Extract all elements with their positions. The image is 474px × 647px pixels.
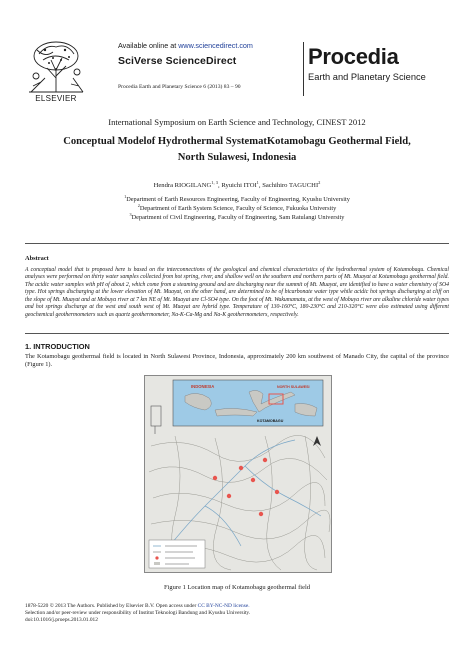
- affiliation-2-text: Department of Earth System Science, Faculty of Science, Fukuoka University: [139, 205, 337, 213]
- abstract-heading: Abstract: [25, 255, 49, 262]
- peer-review-line: Selection and/or peer-review under responsibility of Institut Teknologi Bandung and Kyushu University.: [25, 610, 251, 617]
- affiliation-1-text: Department of Earth Resources Engineering, Faculty of Engineering, Kyushu University: [126, 196, 350, 204]
- sciencedirect-link[interactable]: www.sciencedirect.com: [178, 41, 253, 50]
- inset-label-region: NORTH SULAWESI: [277, 385, 310, 389]
- author-list: [0, 180, 474, 189]
- inset-label-city: KOTAMOBAGU: [257, 419, 284, 423]
- inset-label-country: INDONESIA: [191, 384, 215, 389]
- journal-brand-title: Procedia: [308, 44, 399, 69]
- location-map-graphic: [145, 376, 331, 572]
- availability-line: [118, 41, 253, 50]
- affiliation-3-text: Department of Civil Engineering, Faculty of Engineering, Sam Ratulangi University: [131, 214, 345, 222]
- article-footer: [25, 603, 449, 625]
- journal-brand-subtitle: Earth and Planetary Science: [308, 72, 426, 82]
- affiliation-2-num: 2: [137, 203, 140, 208]
- author-2-affil: 1: [256, 180, 259, 185]
- author-3: , Sachihiro TAGUCHI: [258, 182, 319, 190]
- affiliation-1-num: 1: [124, 194, 127, 199]
- location-map-figure: [144, 375, 332, 573]
- indonesia-inset-map: [173, 380, 323, 426]
- introduction-paragraph: The Kotamobagu geothermal field is located in North Sulawesi Province, Indonesia, approximately 200 km southwest of Manado City, the capital of the province (Figure 1).: [25, 353, 449, 368]
- affiliation-2: [0, 203, 474, 212]
- affiliation-3-num: 3: [129, 212, 132, 217]
- doi-line: doi:10.1016/j.proeps.2013.01.012: [25, 617, 98, 624]
- journal-citation: Procedia Earth and Planetary Science 6 (2013) 83 – 90: [118, 84, 241, 90]
- affiliation-3: [0, 212, 474, 221]
- symposium-line: International Symposium on Earth Science and Technology, CINEST 2012: [108, 117, 366, 127]
- author-3-affil: 2: [318, 180, 321, 185]
- author-1-affil: 1, 3: [211, 180, 219, 185]
- paper-title-line-1: Conceptual Modelof Hydrothermal SystematKotamobagu Geothermal Field,: [63, 136, 411, 147]
- abstract-body: A conceptual model that is proposed here is based on the interconnections of the geological and chemical characteristics of the hydrothermal system of Kotamobagu. Chemical analyses were performed on thirty water samples collected from hot spring, river, and shallow well on the southern and northern parts of Mt. Muayat at Kotamobagu geothermal field. The acidic water samples with pH of about 2, which come from a steaming ground and are discharging near the summit of Mt. Muayat, are identified to have a water chemistry of SO4 type. Hot springs discharging at the lower elevation of Mt. Muayat, on the other hand, are determined to be of bicarbonate water type while acidic hot springs discharging at cliff on the slope of Mt. Muayat and at Mobuya river at 7 km NE of Mt. Muayat are Cl-SO4 type. On the foot of Mt. Wakumamatu, at the west of Mobuya river are alkaline chloride water types and hot springs discharge at the west and south west of Mt. Muayat are hybrid type. Temperature of 130-160°C, 180-230°C and 210-320°C were also estimated using different geochemical geothermometers such as quartz geothermometer, Na-K-Ca-Mg and Na-K geothermometers, respectively.: [25, 267, 449, 318]
- license-link[interactable]: CC BY-NC-ND license.: [197, 603, 250, 609]
- abstract-bottom-rule: [25, 333, 449, 334]
- map-legend: [149, 540, 205, 568]
- paper-title-line-2: North Sulawesi, Indonesia: [177, 152, 297, 163]
- author-2: , Ryuichi ITOI: [218, 182, 257, 190]
- availability-prefix: Available online at: [118, 41, 179, 50]
- affiliation-1: [0, 194, 474, 203]
- elsevier-tree-logo: [25, 38, 87, 94]
- figure-caption: Figure 1 Location map of Kotamobagu geothermal field: [163, 584, 311, 591]
- platform-name: SciVerse ScienceDirect: [118, 55, 237, 67]
- abstract-top-rule: [25, 243, 449, 244]
- section-heading-introduction: 1. INTRODUCTION: [25, 342, 90, 351]
- publisher-wordmark: ELSEVIER: [35, 94, 77, 103]
- copyright-text: 1878-5220 © 2013 The Authors. Published by Elsevier B.V. Open access under: [25, 603, 198, 609]
- author-1: Hendra RIOGILANG: [153, 182, 212, 190]
